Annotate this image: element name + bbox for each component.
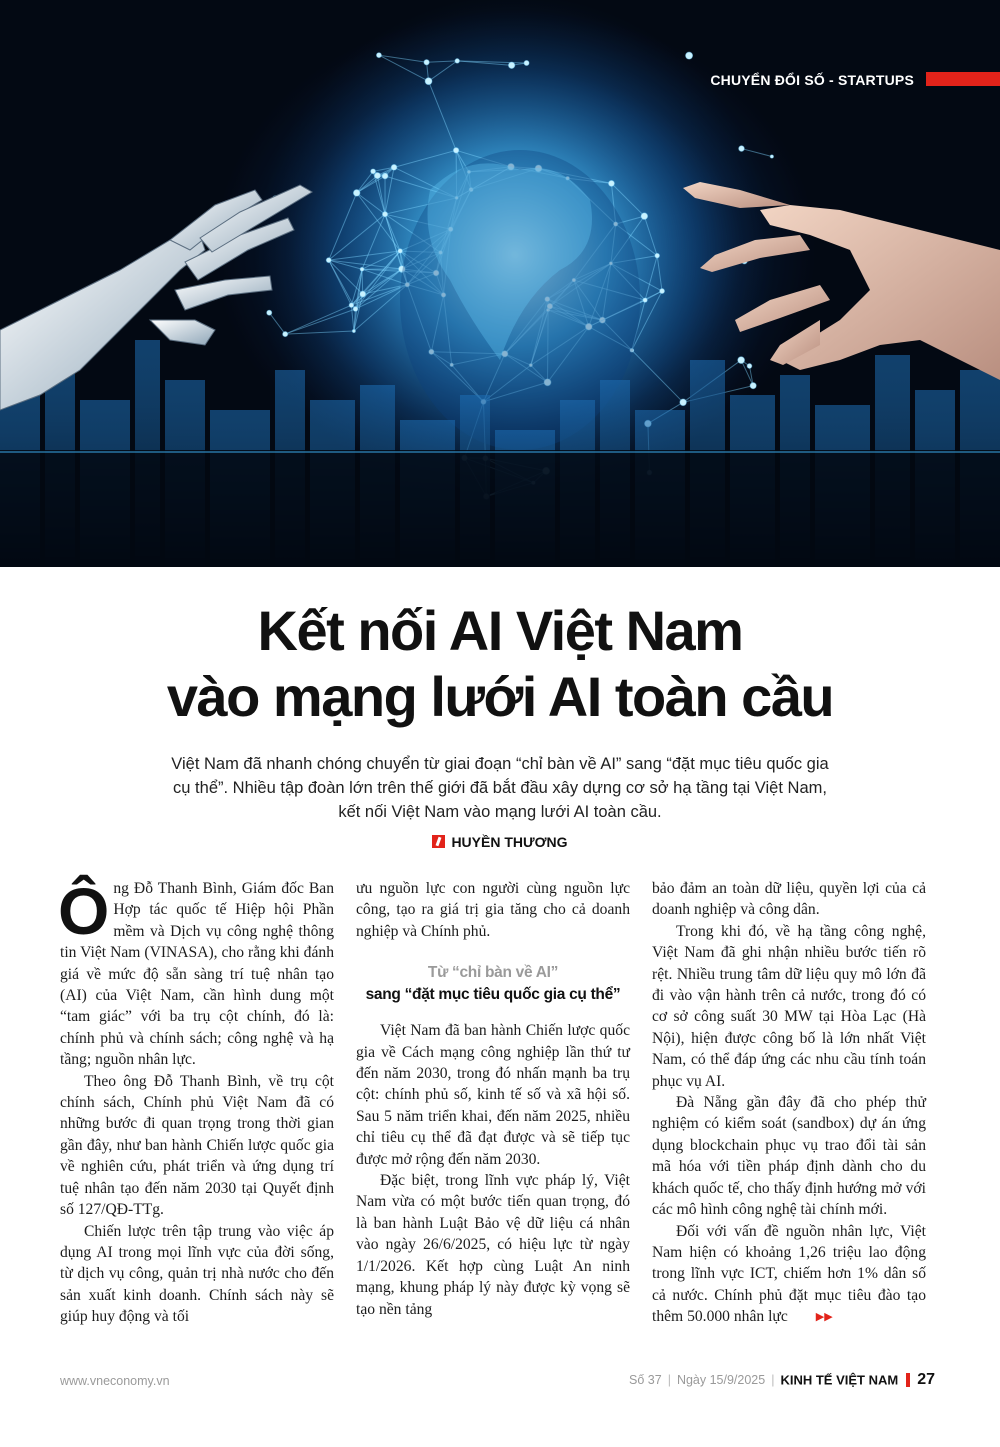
network-node [374, 173, 380, 179]
network-node [750, 383, 756, 389]
network-node [267, 310, 272, 315]
body-column-1 [58, 874, 334, 1328]
footer-meta [629, 1371, 935, 1389]
network-node [770, 155, 773, 158]
network-node [686, 52, 693, 59]
magazine-name: KINH TẾ VIỆT NAM [780, 1372, 899, 1388]
network-node [377, 53, 382, 58]
network-node [641, 213, 648, 220]
drop-cap: Ô [58, 874, 110, 948]
paragraph: Trong khi đó, về hạ tầng công nghệ, Việt Nam đã ghi nhận nhiều bước tiến rõ rệt. Nhiều trung tâm dữ liệu quy mô lớn đã đi vào vận hành trên cả nước, trong đó có cơ sở công suất 30 MW tại Hòa Lạc (Hà Nội), hiện được công bố là lớn nhất Việt Nam, có thể đáp ứng các nhu cầu tính toán phục vụ AI. [652, 922, 926, 1090]
network-node [738, 357, 745, 364]
website-link[interactable]: www.vneconomy.vn [60, 1374, 170, 1388]
network-node [398, 249, 402, 253]
network-node [643, 298, 647, 302]
separator: | [667, 1373, 671, 1387]
network-node [382, 212, 387, 217]
issue-number: Số 37 [629, 1373, 662, 1387]
network-node [283, 332, 288, 337]
network-node [747, 364, 752, 369]
article-lead: Việt Nam đã nhanh chóng chuyển từ giai đoạn “chỉ bàn về AI” sang “đặt mục tiêu quốc gia cụ thể”. Nhiều tập đoàn lớn trên thế giới đã bắt đầu xây dựng cơ sở hạ tầng tại Việt Nam, kết nối Việt Nam vào mạng lưới AI toàn cầu. [171, 755, 829, 821]
paragraph: Đối với vấn đề nguồn nhân lực, Việt Nam hiện có khoảng 1,26 triệu lao động trong lĩnh vực ICT, chiếm hơn 1% dân số cả nước. Chính phủ đặt mục tiêu đào tạo thêm 50.000 nhân lực ▶▶ [652, 1221, 926, 1328]
body-column-2 [356, 878, 630, 1320]
network-node [655, 253, 660, 258]
network-node [391, 165, 397, 171]
paragraph: Theo ông Đỗ Thanh Bình, về trụ cột chính sách, Chính phủ Việt Nam đã có những bước đi quan trọng trong thời gian gần đây, như ban hành Chiến lược quốc gia về nghiên cứu, phát triển và ứng dụng trí tuệ nhân tạo đến năm 2030 tại Quyết định số 127/QĐ-TTg. [60, 1072, 334, 1219]
network-node [360, 267, 364, 271]
network-node [326, 258, 331, 263]
page-footer [60, 1371, 935, 1393]
separator: | [771, 1373, 775, 1387]
network-node [349, 303, 353, 307]
paragraph: Chiến lược trên tập trung vào việc áp dụng AI trong mọi lĩnh vực của đời sống, từ dịch vụ công, quản trị nhà nước cho đến sản xuất kinh doanh. Chính sách này sẽ giúp huy động và tối [60, 1222, 334, 1326]
network-node [424, 60, 429, 65]
network-node [371, 169, 376, 174]
network-node [508, 62, 514, 68]
byline [0, 834, 1000, 850]
network-node [524, 61, 529, 66]
issue-date: Ngày 15/9/2025 [676, 1373, 766, 1387]
paragraph: Đặc biệt, trong lĩnh vực pháp lý, Việt Nam vừa có một bước tiến quan trọng, đó là ban hành Luật Bảo vệ dữ liệu cá nhân vào ngày 26/6/2025, có hiệu lực từ ngày 1/1/2026. Kết hợp cùng Luật An ninh mạng, khung pháp lý này được kỳ vọng sẽ tạo nền tảng [356, 1172, 630, 1318]
subheading-line-1: Từ “chỉ bàn về AI” [427, 964, 559, 982]
author-name: HUYỀN THƯƠNG [451, 834, 568, 850]
network-node [425, 78, 432, 85]
paragraph: bảo đảm an toàn dữ liệu, quyền lợi của cả doanh nghiệp và công dân. [652, 880, 926, 919]
subheading-line-2: sang “đặt mục tiêu quốc gia cụ thể” [365, 986, 621, 1004]
network-node [353, 190, 360, 197]
network-node [453, 148, 458, 153]
headline-line-2: vào mạng lưới AI toàn cầu [166, 665, 834, 728]
pen-icon [432, 835, 445, 848]
page-number: 27 [917, 1371, 935, 1388]
network-node [360, 291, 366, 297]
network-node [660, 289, 665, 294]
network-node [739, 146, 745, 152]
footer-accent-bar [906, 1373, 910, 1387]
section-label: CHUYỂN ĐỔI SỐ - STARTUPS [710, 72, 914, 88]
paragraph: Việt Nam đã ban hành Chiến lược quốc gia về Cách mạng công nghiệp lần thứ tư đến năm 2030, trong đó nhấn mạnh ba trụ cột: chính phủ số, kinh tế số và xã hội số. Sau 5 năm triển khai, đến năm 2025, nhiều chỉ tiêu cụ thể đã đạt được và sẽ tiếp tục được mở rộng đến năm 2030. [356, 1022, 630, 1168]
paragraph: Đà Nẵng gần đây đã cho phép thử nghiệm có kiểm soát (sandbox) dự án ứng dụng blockchain phục vụ trao đổi tài sản mã hóa với tiền pháp định dành cho du khách quốc tế, cho thấy định hướng mở với các mô hình công nghệ tài chính mới. [652, 1094, 926, 1219]
hero-image [0, 0, 1000, 567]
network-node [608, 180, 614, 186]
subheading [356, 962, 630, 1006]
network-node [680, 399, 687, 406]
continue-arrow-icon[interactable]: ▶▶ [815, 1310, 833, 1324]
section-accent-bar [926, 72, 1000, 86]
paragraph: Ông Đỗ Thanh Bình, Giám đốc Ban Hợp tác quốc tế Hiệp hội Phần mềm và Dịch vụ công nghệ thông tin Việt Nam (VINASA), cho rằng khi đánh giá về mức độ sẵn sàng trí tuệ nhân tạo (AI) của Việt Nam, cần hình dung một “tam giác” với ba trụ cột chính, đó là: chính phủ và chính sách; công nghệ và hạ tầng; nguồn nhân lực. [58, 874, 334, 1069]
network-node [352, 329, 355, 332]
network-node [455, 59, 459, 63]
headline-line-1: Kết nối AI Việt Nam [257, 599, 743, 662]
body-column-3 [652, 878, 926, 1328]
network-node [353, 307, 358, 312]
paragraph: ưu nguồn lực con người cùng nguồn lực công, tạo ra giá trị gia tăng cho cả doanh nghiệp và Chính phủ. [356, 880, 630, 940]
article-headline [0, 598, 1000, 730]
